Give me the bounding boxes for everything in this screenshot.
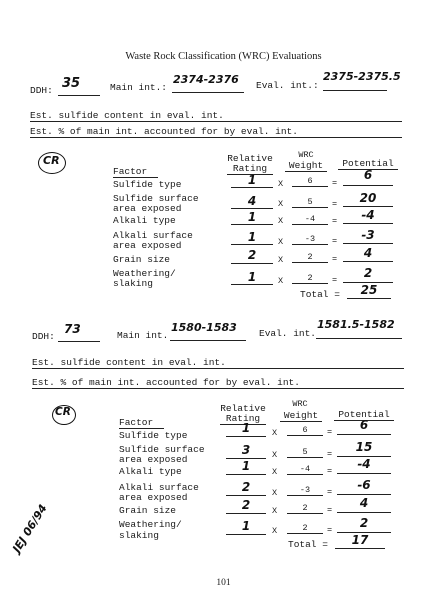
factor-name: Alkali surface <box>113 230 193 241</box>
potential-value: -6 <box>357 478 371 492</box>
rating-value: 1 <box>247 230 257 244</box>
multiply-sign: X <box>272 450 278 460</box>
weight-value: 5 <box>302 447 308 457</box>
equals-sign: = <box>327 427 333 437</box>
est-percent-label: Est. % of main int. accounted for by eval. int. <box>30 126 298 137</box>
rating-value: 2 <box>247 248 257 262</box>
equals-sign: = <box>332 275 338 285</box>
multiply-sign: X <box>278 179 284 189</box>
rating-value: 2 <box>241 498 251 512</box>
multiply-sign: X <box>272 488 278 498</box>
multiply-sign: X <box>278 237 284 247</box>
factor-name-cont: area exposed <box>119 454 188 465</box>
est-sulfide-label: Est. sulfide content in eval. int. <box>30 110 224 121</box>
rating-value: 3 <box>241 443 251 457</box>
est-sulfide-label: Est. sulfide content in eval. int. <box>32 357 226 368</box>
factor-name: Sulfide type <box>113 179 182 190</box>
multiply-sign: X <box>272 467 278 477</box>
weight-value: 2 <box>302 503 308 513</box>
factor-name: Weathering/ <box>119 519 182 530</box>
equals-sign: = <box>332 216 338 226</box>
weight-header: Weight <box>285 160 327 172</box>
total-value: 17 <box>351 533 369 547</box>
total-value: 25 <box>360 283 378 297</box>
weight-value: -4 <box>304 214 316 224</box>
factor-name-cont: area exposed <box>113 240 182 251</box>
potential-value: -3 <box>361 228 375 242</box>
eval-int-value: 2375-2375.5 <box>323 70 401 83</box>
ddh-value: 35 <box>62 76 81 91</box>
factor-name: Grain size <box>113 254 171 265</box>
factor-name-cont: slaking <box>113 278 153 289</box>
factor-name: Sulfide surface <box>113 193 199 204</box>
potential-value: 2 <box>359 516 369 530</box>
rating-value: 1 <box>247 270 257 284</box>
factor-name: Alkali type <box>119 466 182 477</box>
cr-mark-text: CR <box>43 154 60 167</box>
ddh-value: 73 <box>64 322 81 336</box>
relative-header: Relative <box>227 153 273 164</box>
equals-sign: = <box>327 487 333 497</box>
equals-sign: = <box>332 199 338 209</box>
potential-value: 6 <box>359 418 369 432</box>
multiply-sign: X <box>272 428 278 438</box>
multiply-sign: X <box>272 506 278 516</box>
total-label: Total = <box>300 289 340 300</box>
wrc-header: WRC <box>292 399 308 409</box>
relative-header: Relative <box>220 403 266 414</box>
weight-value: -4 <box>299 464 311 474</box>
equals-sign: = <box>327 505 333 515</box>
potential-value: 4 <box>359 496 369 510</box>
rating-value: 4 <box>247 194 257 208</box>
factor-name: Alkali surface <box>119 482 199 493</box>
multiply-sign: X <box>278 276 284 286</box>
factor-header: Factor <box>119 417 154 428</box>
rating-value: 2 <box>241 480 251 494</box>
multiply-sign: X <box>278 216 284 226</box>
weight-value: 6 <box>307 176 313 186</box>
rating-value: 1 <box>247 173 257 187</box>
eval-int-label: Eval. int.: <box>256 80 319 91</box>
potential-header: Potential <box>338 158 398 170</box>
page-number: 101 <box>216 578 231 588</box>
weight-value: 5 <box>307 197 313 207</box>
weight-value: 2 <box>307 252 313 262</box>
weight-header: Weight <box>280 410 322 422</box>
potential-value: 15 <box>355 440 373 454</box>
ddh-label: DDH: <box>30 85 53 96</box>
rating-value: 1 <box>241 519 251 533</box>
ddh-label: DDH: <box>32 331 55 342</box>
weight-value: -3 <box>304 234 316 244</box>
factor-header: Factor <box>113 166 148 177</box>
multiply-sign: X <box>272 526 278 536</box>
rating-value: 1 <box>241 459 251 473</box>
potential-value: 2 <box>363 266 373 280</box>
equals-sign: = <box>327 449 333 459</box>
main-int-label: Main int.: <box>110 82 168 93</box>
rating-header: Rating <box>227 163 273 175</box>
eval-int-label: Eval. int. <box>259 328 317 339</box>
potential-value: 20 <box>359 191 377 205</box>
factor-name: Alkali type <box>113 215 176 226</box>
factor-name: Sulfide type <box>119 430 188 441</box>
potential-value: -4 <box>357 457 371 471</box>
factor-name: Grain size <box>119 505 177 516</box>
page-title: Waste Rock Classification (WRC) Evaluations <box>125 51 322 62</box>
factor-name-cont: area exposed <box>119 492 188 503</box>
equals-sign: = <box>332 178 338 188</box>
equals-sign: = <box>327 466 333 476</box>
wrc-header: WRC <box>298 150 314 160</box>
rating-value: 1 <box>241 421 251 435</box>
total-label: Total = <box>288 539 328 550</box>
potential-header: Potential <box>334 409 394 421</box>
potential-value: -4 <box>361 208 375 222</box>
cr-mark-text: CR <box>55 406 71 418</box>
potential-value: 4 <box>363 246 373 260</box>
equals-sign: = <box>332 236 338 246</box>
multiply-sign: X <box>278 199 284 209</box>
main-int-value: 1580-1583 <box>171 321 237 334</box>
eval-int-value: 1581.5-1582 <box>317 318 395 331</box>
weight-value: 6 <box>302 425 308 435</box>
initials-signature: JEJ 06/94 <box>10 502 50 555</box>
equals-sign: = <box>327 525 333 535</box>
rating-value: 1 <box>247 210 257 224</box>
weight-value: -3 <box>299 485 311 495</box>
est-percent-label: Est. % of main int. accounted for by eval. int. <box>32 377 300 388</box>
main-int-label: Main int. <box>117 330 169 341</box>
weight-value: 2 <box>302 523 308 533</box>
factor-name: Sulfide surface <box>119 444 205 455</box>
weight-value: 2 <box>307 273 313 283</box>
factor-name-cont: area exposed <box>113 203 182 214</box>
multiply-sign: X <box>278 255 284 265</box>
potential-value: 6 <box>363 168 373 182</box>
rating-header: Rating <box>220 413 266 425</box>
main-int-value: 2374-2376 <box>173 73 239 86</box>
equals-sign: = <box>332 254 338 264</box>
factor-name-cont: slaking <box>119 530 159 541</box>
factor-name: Weathering/ <box>113 268 176 279</box>
